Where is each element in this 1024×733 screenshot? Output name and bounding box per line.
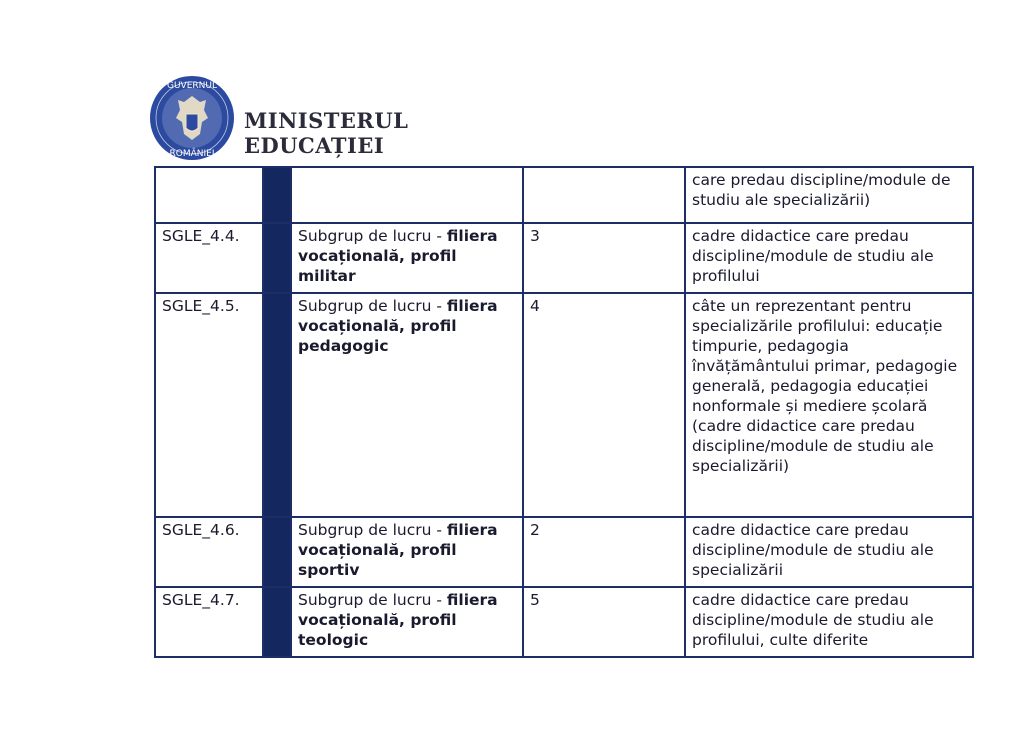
group-name-profile: filiera vocațională, profil militar: [298, 227, 498, 285]
member-description: cadre didactice care predau discipline/module de studiu ale profilului: [685, 223, 973, 293]
table-row: [155, 517, 973, 587]
member-count: 5: [523, 587, 685, 657]
group-name-prefix: Subgrup de lucru -: [298, 297, 447, 315]
table-row: [155, 293, 973, 517]
group-name: [291, 167, 523, 223]
member-count: [523, 167, 685, 223]
group-name: [291, 587, 523, 657]
group-name-prefix: Subgrup de lucru -: [298, 591, 447, 609]
group-code: SGLE_4.5.: [155, 293, 263, 517]
government-seal-icon: [148, 74, 236, 162]
member-description: care predau discipline/module de studiu ale specializării): [685, 167, 973, 223]
table-row: [155, 167, 973, 223]
group-name: [291, 517, 523, 587]
member-count: 3: [523, 223, 685, 293]
table-row: [155, 587, 973, 657]
navy-divider-column: [263, 223, 291, 293]
group-name-prefix: Subgrup de lucru -: [298, 521, 447, 539]
group-code: SGLE_4.7.: [155, 587, 263, 657]
member-description: câte un reprezentant pentru specializările profilului: educație timpurie, pedagogia învățământului primar, pedagogie generală, pedagogia educației nonformale și mediere școlară (cadre didactice care predau discipline/module de studiu ale specializării): [685, 293, 973, 517]
group-name-profile: filiera vocațională, profil teologic: [298, 591, 498, 649]
seal-text-bottom: ROMÂNIEI: [169, 149, 215, 159]
member-count: 2: [523, 517, 685, 587]
group-name-profile: filiera vocațională, profil pedagogic: [298, 297, 498, 355]
group-name: [291, 293, 523, 517]
ministry-title: MINISTERUL EDUCAȚIEI: [244, 108, 409, 158]
working-groups-table: [154, 166, 974, 658]
member-description: cadre didactice care predau discipline/module de studiu ale profilului, culte diferite: [685, 587, 973, 657]
group-name-prefix: Subgrup de lucru -: [298, 227, 447, 245]
member-description: cadre didactice care predau discipline/module de studiu ale specializării: [685, 517, 973, 587]
page-header: [148, 70, 548, 162]
navy-divider-column: [263, 167, 291, 223]
table-row: [155, 223, 973, 293]
navy-divider-column: [263, 293, 291, 517]
navy-divider-column: [263, 587, 291, 657]
group-name-profile: filiera vocațională, profil sportiv: [298, 521, 498, 579]
group-name: [291, 223, 523, 293]
navy-divider-column: [263, 517, 291, 587]
group-code: SGLE_4.4.: [155, 223, 263, 293]
group-code: [155, 167, 263, 223]
seal-text-top: GUVERNUL: [167, 81, 217, 91]
member-count: 4: [523, 293, 685, 517]
group-code: SGLE_4.6.: [155, 517, 263, 587]
